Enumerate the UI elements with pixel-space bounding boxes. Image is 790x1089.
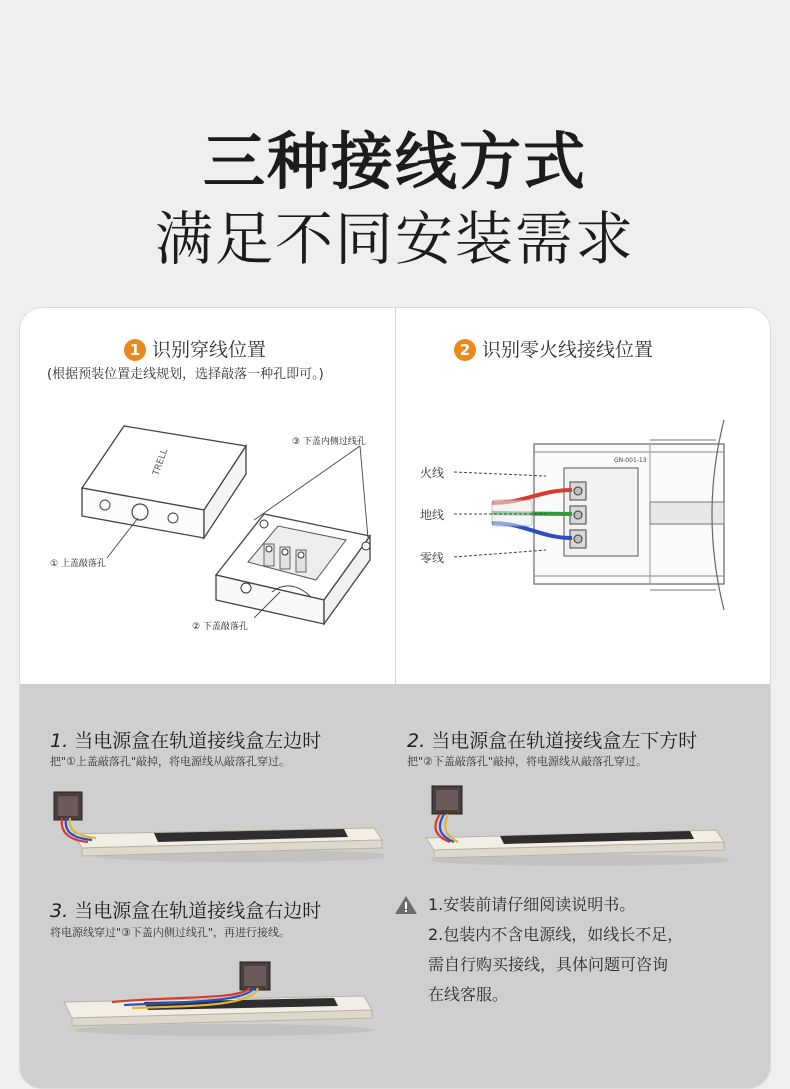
callout-top-knockout: ① 上盖敲落孔 xyxy=(50,559,106,569)
right-panel-title-text: 识别零火线接线位置 xyxy=(482,339,654,361)
callout-inner-hole: ③ 下盖内侧过线孔 xyxy=(292,437,366,447)
closed-box-drawing xyxy=(82,426,246,538)
method-3-illustration xyxy=(54,958,384,1038)
wire-label-earth: 地线 xyxy=(420,508,445,522)
wire-label-neutral: 零线 xyxy=(420,551,445,565)
callout-bottom-knockout: ② 下盖敲落孔 xyxy=(192,622,248,632)
method-1-title-text: 当电源盒在轨道接线盒左边时 xyxy=(74,730,322,752)
panel-divider xyxy=(395,308,396,684)
terminal-wiring-illustration xyxy=(420,410,770,640)
warning-icon xyxy=(394,894,418,916)
method-3-desc: 将电源线穿过"③下盖内侧过线孔"，再进行接线。 xyxy=(50,926,290,939)
right-panel-title xyxy=(454,335,653,362)
step-badge: 2 xyxy=(454,339,476,361)
method-2-title-text: 当电源盒在轨道接线盒左下方时 xyxy=(431,730,698,752)
left-panel-title-text: 识别穿线位置 xyxy=(152,339,267,361)
wire-label-live: 火线 xyxy=(420,466,445,480)
left-panel-title xyxy=(124,335,266,362)
method-1-desc: 把"①上盖敲落孔"敲掉，将电源线从敲落孔穿过。 xyxy=(50,755,290,768)
method-2-number: 2. xyxy=(407,730,426,752)
note-line-1: 1.安装前请仔细阅读说明书。 xyxy=(428,895,636,914)
method-3-title xyxy=(50,896,321,923)
terminal-block xyxy=(564,457,647,556)
svg-text:TRELL: TRELL xyxy=(151,447,171,478)
open-box-drawing xyxy=(216,514,370,624)
method-2-title xyxy=(407,726,697,753)
page-title: 三种接线方式 xyxy=(202,125,587,198)
svg-text:GN-001-13: GN-001-13 xyxy=(614,457,647,464)
method-3-title-text: 当电源盒在轨道接线盒右边时 xyxy=(74,900,322,922)
note-line-3: 需自行购买接线，具体问题可咨询 xyxy=(428,955,669,974)
method-1-title xyxy=(50,726,321,753)
page-subtitle: 满足不同安装需求 xyxy=(154,205,635,273)
note-line-2: 2.包装内不含电源线，如线长不足， xyxy=(428,925,684,944)
method-1-illustration xyxy=(44,786,384,866)
method-3-number: 3. xyxy=(50,900,69,922)
left-panel-note: (根据预装位置走线规划，选择敲落一种孔即可。) xyxy=(47,367,324,382)
method-1-number: 1. xyxy=(50,730,69,752)
note-line-4: 在线客服。 xyxy=(428,985,509,1004)
method-2-desc: 把"②下盖敲落孔"敲掉，将电源线从敲落孔穿过。 xyxy=(407,755,647,768)
step-badge: 1 xyxy=(124,339,146,361)
method-2-illustration xyxy=(410,780,740,870)
